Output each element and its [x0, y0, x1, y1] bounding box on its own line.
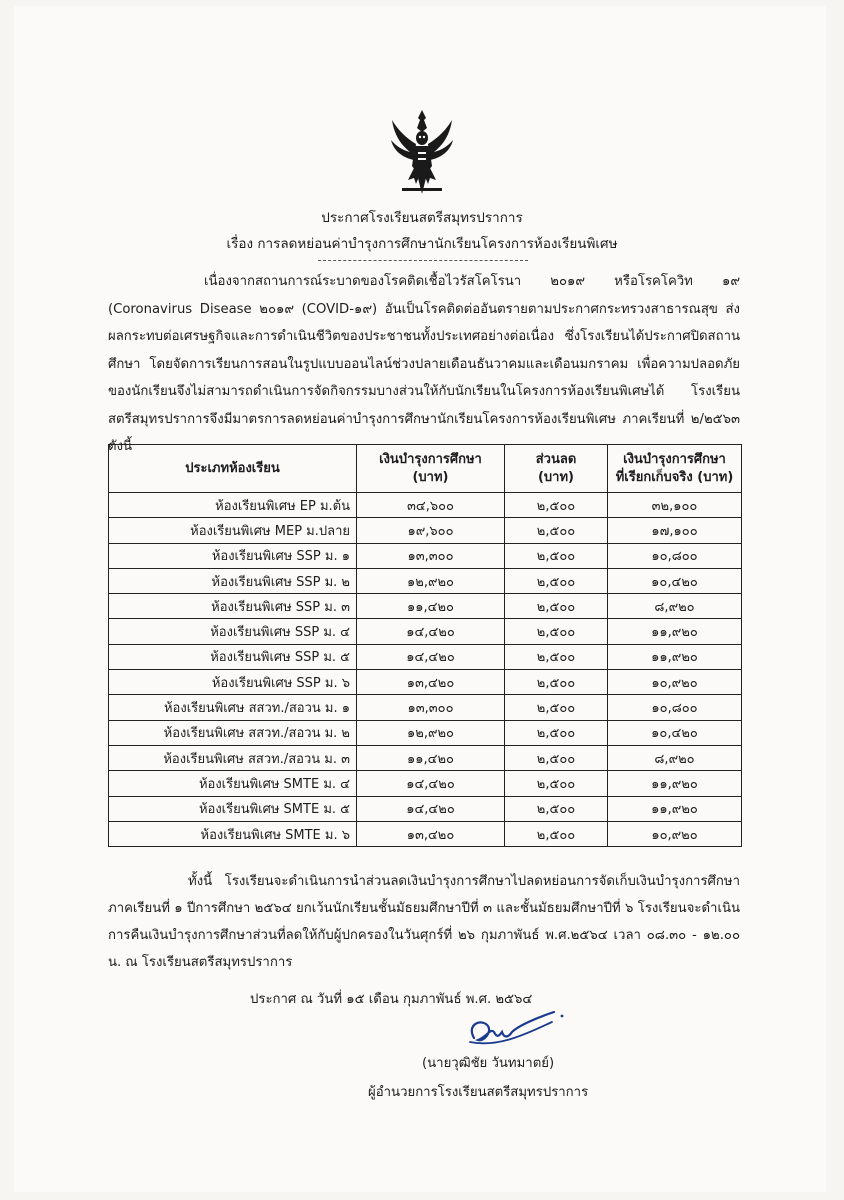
cell-discount: ๒,๕๐๐	[505, 720, 608, 745]
cell-discount: ๒,๕๐๐	[505, 745, 608, 770]
col-header-actual: เงินบำรุงการศึกษา ที่เรียกเก็บจริง (บาท)	[608, 445, 742, 493]
cell-type: ห้องเรียนพิเศษ สสวท./สอวน ม. ๓	[109, 745, 357, 770]
table-row	[109, 619, 742, 644]
cell-actual: ๑๑,๙๒๐	[608, 619, 742, 644]
col-header-fee: เงินบำรุงการศึกษา (บาท)	[357, 445, 505, 493]
cell-fee: ๑๒,๙๒๐	[357, 720, 505, 745]
cell-discount: ๒,๕๐๐	[505, 619, 608, 644]
cell-type: ห้องเรียนพิเศษ SSP ม. ๔	[109, 619, 357, 644]
fee-table	[108, 444, 742, 847]
cell-fee: ๑๒,๙๒๐	[357, 568, 505, 593]
table-row	[109, 745, 742, 770]
table-row	[109, 493, 742, 518]
signer-name: (นายวุฒิชัย วันทมาตย์)	[422, 1056, 555, 1071]
closing-paragraph: ทั้งนี้ โรงเรียนจะดำเนินการนำส่วนลดเงินบำรุงการศึกษาไปลดหย่อนการจัดเก็บเงินบำรุงการศึกษา ภาคเรียนที่ ๑ ปีการศึกษา ๒๕๖๔ ยกเว้นนักเรียนชั้นมัธยมศึกษาปีที่ ๓ และชั้นมัธยมศึกษาปีที่ ๖ โรงเรียนจะดำเนินการคืนเงินบำรุงการศึกษาส่วนที่ลดให้กับผู้ปกครองในวันศุกร์ที่ ๒๖ กุมภาพันธ์ พ.ศ.๒๕๖๔ เวลา ๐๘.๓๐ - ๑๒.๐๐ น. ณ โรงเรียนสตรีสมุทรปราการ	[108, 874, 740, 970]
cell-actual: ๑๑,๙๒๐	[608, 644, 742, 669]
cell-discount: ๒,๕๐๐	[505, 670, 608, 695]
cell-type: ห้องเรียนพิเศษ SSP ม. ๓	[109, 594, 357, 619]
cell-actual: ๑๗,๑๐๐	[608, 518, 742, 543]
cell-discount: ๒,๕๐๐	[505, 771, 608, 796]
cell-fee: ๑๓,๔๒๐	[357, 670, 505, 695]
table-row	[109, 695, 742, 720]
table-row	[109, 644, 742, 669]
cell-fee: ๑๙,๖๐๐	[357, 518, 505, 543]
cell-type: ห้องเรียนพิเศษ SSP ม. ๕	[109, 644, 357, 669]
cell-actual: ๑๐,๘๐๐	[608, 695, 742, 720]
col-header-type: ประเภทห้องเรียน	[109, 445, 357, 493]
cell-discount: ๒,๕๐๐	[505, 796, 608, 821]
cell-actual: ๑๐,๔๒๐	[608, 568, 742, 593]
cell-fee: ๑๔,๔๒๐	[357, 771, 505, 796]
cell-fee: ๑๓,๓๐๐	[357, 543, 505, 568]
cell-discount: ๒,๕๐๐	[505, 493, 608, 518]
cell-type: ห้องเรียนพิเศษ สสวท./สอวน ม. ๑	[109, 695, 357, 720]
cell-actual: ๓๒,๑๐๐	[608, 493, 742, 518]
cell-type: ห้องเรียนพิเศษ SMTE ม. ๔	[109, 771, 357, 796]
cell-fee: ๑๓,๓๐๐	[357, 695, 505, 720]
col-header-discount: ส่วนลด (บาท)	[505, 445, 608, 493]
cell-actual: ๑๑,๙๒๐	[608, 771, 742, 796]
cell-fee: ๑๓,๔๒๐	[357, 821, 505, 846]
cell-type: ห้องเรียนพิเศษ EP ม.ต้น	[109, 493, 357, 518]
announcement-subject: เรื่อง การลดหย่อนค่าบำรุงการศึกษานักเรียนโครงการห้องเรียนพิเศษ	[226, 236, 618, 252]
cell-type: ห้องเรียนพิเศษ SSP ม. ๒	[109, 568, 357, 593]
announcement-title: ประกาศโรงเรียนสตรีสมุทรปราการ	[321, 210, 523, 226]
table-row	[109, 720, 742, 745]
table-row	[109, 821, 742, 846]
table-row	[109, 543, 742, 568]
cell-discount: ๒,๕๐๐	[505, 821, 608, 846]
table-header-row	[109, 445, 742, 493]
signer-title: ผู้อำนวยการโรงเรียนสตรีสมุทรปราการ	[368, 1085, 589, 1100]
cell-actual: ๑๐,๙๒๐	[608, 821, 742, 846]
cell-actual: ๘,๙๒๐	[608, 594, 742, 619]
cell-actual: ๑๐,๙๒๐	[608, 670, 742, 695]
cell-type: ห้องเรียนพิเศษ SSP ม. ๑	[109, 543, 357, 568]
garuda-emblem-icon	[388, 108, 456, 198]
table-row	[109, 568, 742, 593]
cell-fee: ๑๑,๔๒๐	[357, 594, 505, 619]
table-row	[109, 796, 742, 821]
cell-type: ห้องเรียนพิเศษ SMTE ม. ๕	[109, 796, 357, 821]
table-row	[109, 518, 742, 543]
cell-discount: ๒,๕๐๐	[505, 695, 608, 720]
cell-actual: ๘,๙๒๐	[608, 745, 742, 770]
cell-actual: ๑๑,๙๒๐	[608, 796, 742, 821]
table-row	[109, 771, 742, 796]
table-row	[109, 670, 742, 695]
cell-discount: ๒,๕๐๐	[505, 568, 608, 593]
cell-fee: ๓๔,๖๐๐	[357, 493, 505, 518]
title-divider	[318, 260, 528, 261]
cell-fee: ๑๔,๔๒๐	[357, 644, 505, 669]
cell-type: ห้องเรียนพิเศษ สสวท./สอวน ม. ๒	[109, 720, 357, 745]
cell-discount: ๒,๕๐๐	[505, 594, 608, 619]
cell-fee: ๑๔,๔๒๐	[357, 619, 505, 644]
announcement-date: ประกาศ ณ วันที่ ๑๕ เดือน กุมภาพันธ์ พ.ศ. ๒๕๖๔	[250, 992, 533, 1007]
cell-actual: ๑๐,๔๒๐	[608, 720, 742, 745]
table-row	[109, 594, 742, 619]
cell-discount: ๒,๕๐๐	[505, 518, 608, 543]
cell-type: ห้องเรียนพิเศษ MEP ม.ปลาย	[109, 518, 357, 543]
intro-paragraph: เนื่องจากสถานการณ์ระบาดของโรคติดเชื้อไวรัสโคโรนา ๒๐๑๙ หรือโรคโควิท ๑๙ (Coronavirus Disease ๒๐๑๙ (COVID-๑๙) อันเป็นโรคติดต่ออันตรายตามประกาศกระทรวงสาธารณสุข ส่งผลกระทบต่อเศรษฐกิจและการดำเนินชีวิตของประชาชนทั้งประเทศอย่างต่อเนื่อง ซึ่งโรงเรียนได้ประกาศปิดสถานศึกษา โดยจัดการเรียนการสอนในรูปแบบออนไลน์ช่วงปลายเดือนธันวาคมและเดือนมกราคม เพื่อความปลอดภัยของนักเรียนจึงไม่สามารถดำเนินการจัดกิจกรรมบางส่วนให้กับนักเรียนในโครงการห้องเรียนพิเศษได้ โรงเรียนสตรีสมุทรปราการจึงมีมาตรการลดหย่อนค่าบำรุงการศึกษานักเรียนโครงการห้องเรียนพิเศษ ภาคเรียนที่ ๒/๒๕๖๓ ดังนี้	[108, 274, 740, 454]
cell-discount: ๒,๕๐๐	[505, 543, 608, 568]
cell-type: ห้องเรียนพิเศษ SSP ม. ๖	[109, 670, 357, 695]
cell-actual: ๑๐,๘๐๐	[608, 543, 742, 568]
cell-discount: ๒,๕๐๐	[505, 644, 608, 669]
cell-type: ห้องเรียนพิเศษ SMTE ม. ๖	[109, 821, 357, 846]
cell-fee: ๑๔,๔๒๐	[357, 796, 505, 821]
cell-fee: ๑๑,๔๒๐	[357, 745, 505, 770]
